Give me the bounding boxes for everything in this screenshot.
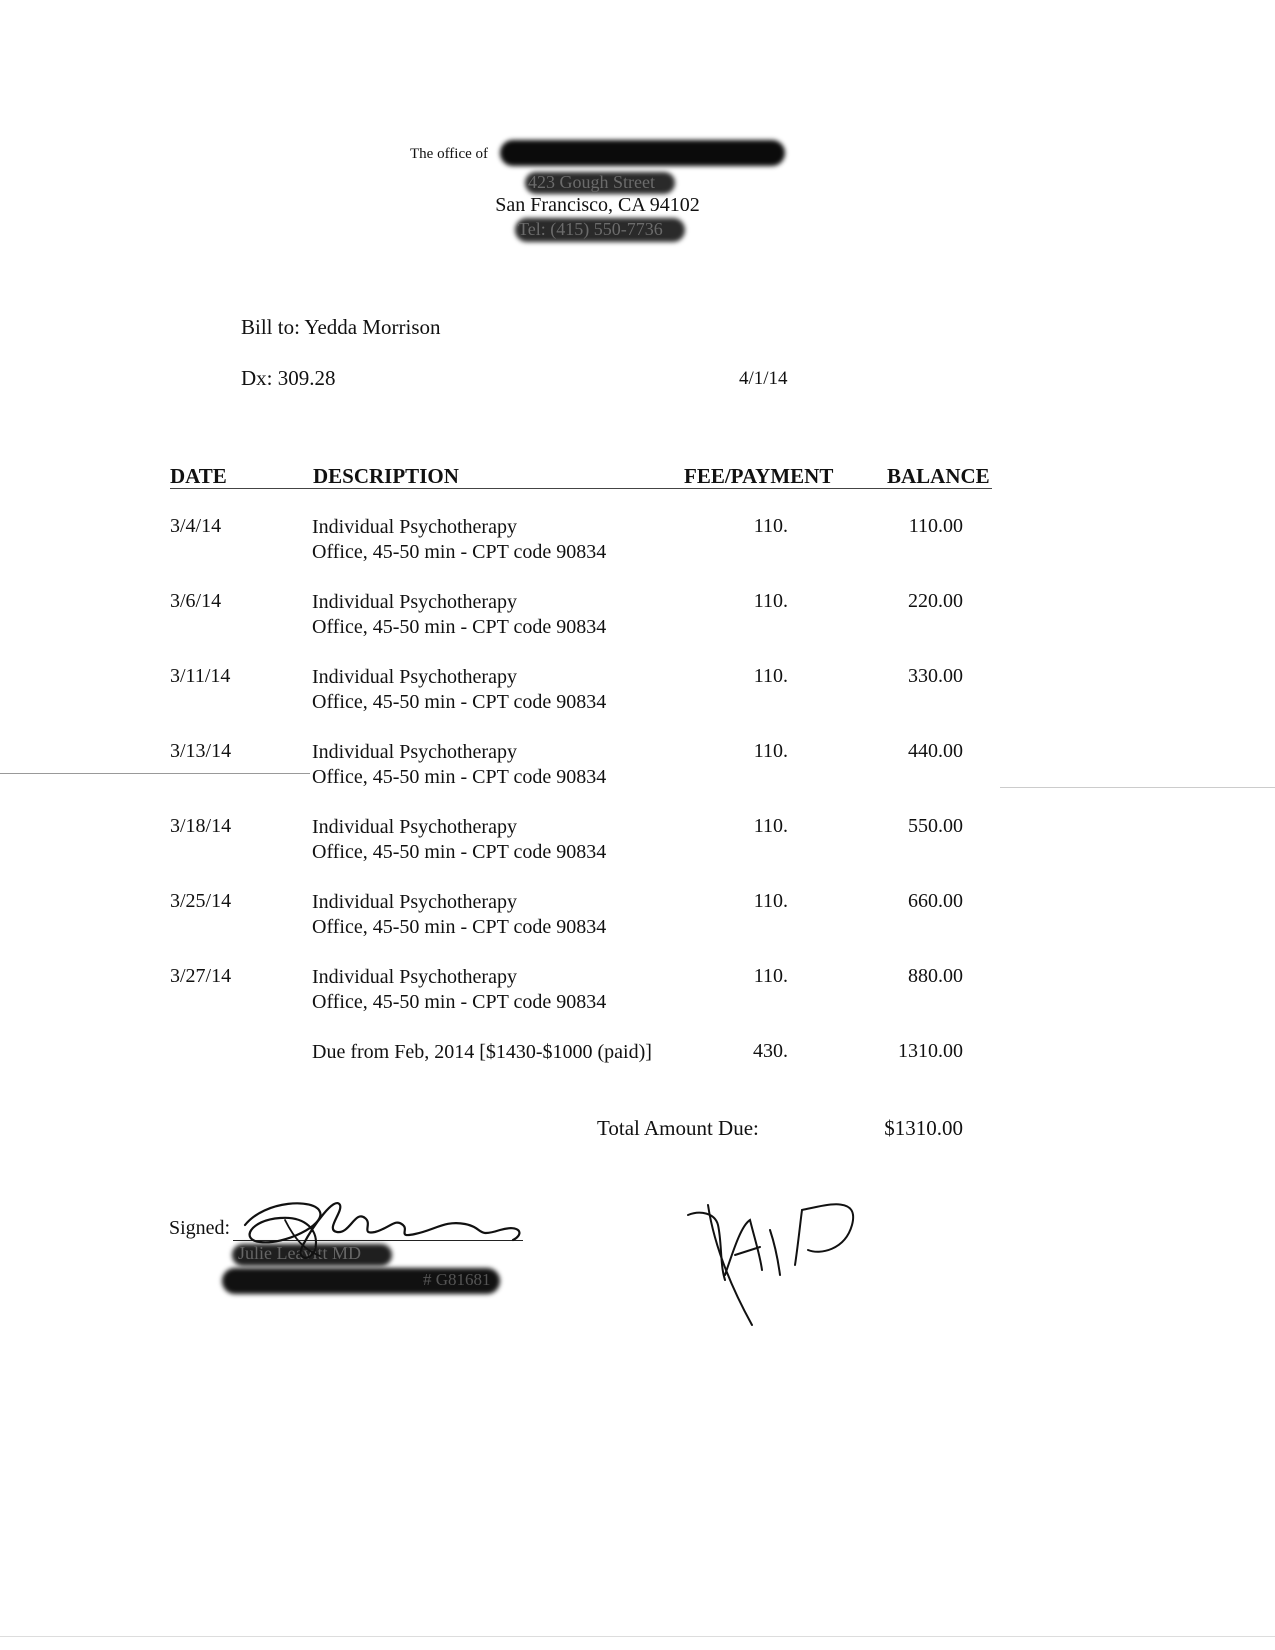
column-header-description: DESCRIPTION: [313, 464, 459, 488]
header-divider: [170, 488, 992, 489]
row-balance: 660.00: [908, 890, 963, 912]
row-balance: 330.00: [908, 665, 963, 687]
license-number: # G81681: [423, 1270, 491, 1289]
table-row: [0, 665, 1275, 715]
column-header-balance: BALANCE: [887, 464, 990, 488]
row-description-line1: Due from Feb, 2014 [$1430-$1000 (paid)]: [312, 1041, 652, 1063]
row-fee: 110.: [753, 740, 788, 762]
row-description-line2: Office, 45-50 min - CPT code 90834: [312, 541, 607, 563]
row-balance: 110.00: [908, 515, 963, 537]
row-balance: 880.00: [908, 965, 963, 987]
diagnosis-code: Dx: 309.28: [241, 366, 336, 390]
street-address: 423 Gough Street: [528, 172, 655, 192]
row-fee: 110.: [753, 515, 788, 537]
row-date: 3/27/14: [170, 965, 232, 987]
row-balance: 440.00: [908, 740, 963, 762]
row-description-line2: Office, 45-50 min - CPT code 90834: [312, 766, 607, 788]
row-description-line1: Individual Psychotherapy: [312, 966, 517, 988]
row-balance: 1310.00: [898, 1040, 963, 1062]
row-description: [312, 515, 606, 565]
row-balance: 220.00: [908, 590, 963, 612]
column-header-date: DATE: [170, 464, 227, 488]
row-description-line1: Individual Psychotherapy: [312, 741, 517, 763]
row-description: [312, 815, 606, 865]
row-date: 3/6/14: [170, 590, 222, 612]
table-row: [0, 740, 1275, 790]
redacted-office-name: [500, 140, 785, 166]
column-header-fee: FEE/PAYMENT: [684, 464, 834, 488]
row-date: 3/4/14: [170, 515, 222, 537]
table-row: [0, 590, 1275, 640]
telephone: Tel: (415) 550-7736: [518, 219, 663, 239]
table-row: [0, 890, 1275, 940]
row-fee: 110.: [753, 815, 788, 837]
row-date: 3/11/14: [170, 665, 231, 687]
row-description: [312, 1040, 652, 1065]
handwritten-signature: [225, 1190, 535, 1270]
row-description-line1: Individual Psychotherapy: [312, 666, 517, 688]
fold-line: [1000, 787, 1275, 788]
table-row: [0, 515, 1275, 565]
row-balance: 550.00: [908, 815, 963, 837]
city-line: San Francisco, CA 94102: [495, 194, 700, 216]
signed-label: Signed:: [169, 1217, 231, 1239]
row-description: [312, 890, 606, 940]
page-edge: [0, 1636, 1275, 1637]
fold-line: [0, 773, 310, 774]
office-prefix: The office of: [410, 146, 489, 162]
row-description-line2: Office, 45-50 min - CPT code 90834: [312, 991, 607, 1013]
row-description: [312, 965, 606, 1015]
row-description-line2: Office, 45-50 min - CPT code 90834: [312, 841, 607, 863]
row-description: [312, 590, 606, 640]
row-fee: 110.: [753, 890, 788, 912]
row-description: [312, 740, 606, 790]
row-fee: 430.: [753, 1040, 788, 1062]
table-row: [0, 1040, 1275, 1090]
doctor-name: Julie Leavitt MD: [238, 1243, 361, 1263]
total-amount-value: $1310.00: [884, 1116, 963, 1140]
row-description-line1: Individual Psychotherapy: [312, 816, 517, 838]
row-date: 3/18/14: [170, 815, 232, 837]
row-description-line2: Office, 45-50 min - CPT code 90834: [312, 616, 607, 638]
row-date: 3/13/14: [170, 740, 232, 762]
row-fee: 110.: [753, 965, 788, 987]
row-description-line2: Office, 45-50 min - CPT code 90834: [312, 691, 607, 713]
table-row: [0, 815, 1275, 865]
row-fee: 110.: [753, 590, 788, 612]
row-date: 3/25/14: [170, 890, 232, 912]
bill-to: Bill to: Yedda Morrison: [241, 315, 441, 339]
row-fee: 110.: [753, 665, 788, 687]
row-description: [312, 665, 606, 715]
row-description-line1: Individual Psychotherapy: [312, 891, 517, 913]
total-amount-label: Total Amount Due:: [597, 1116, 759, 1140]
paid-handwritten-mark: [680, 1185, 880, 1335]
row-description-line1: Individual Psychotherapy: [312, 516, 517, 538]
row-description-line2: Office, 45-50 min - CPT code 90834: [312, 916, 607, 938]
bill-date: 4/1/14: [739, 368, 788, 389]
row-description-line1: Individual Psychotherapy: [312, 591, 517, 613]
table-row: [0, 965, 1275, 1015]
